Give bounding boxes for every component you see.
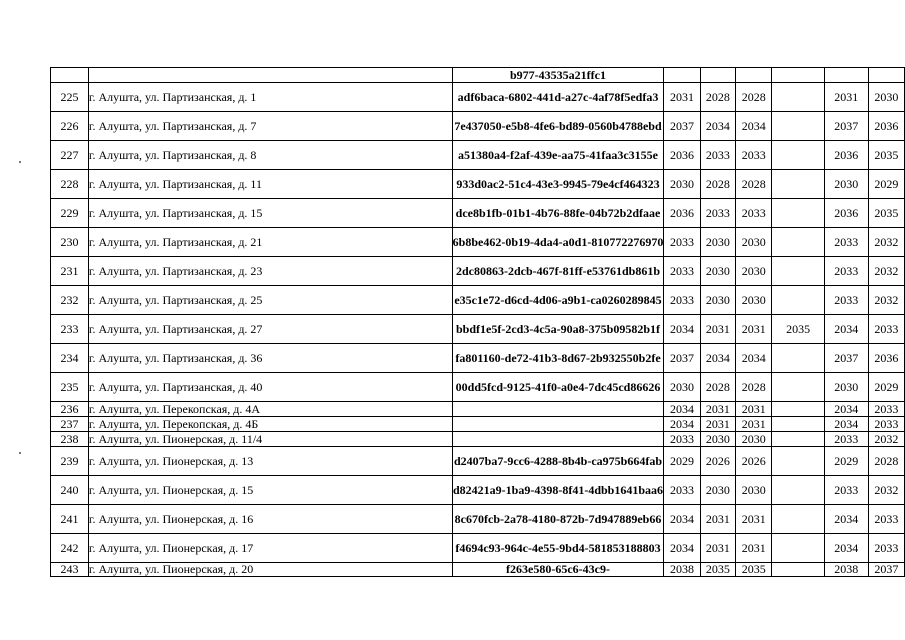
year-cell-4 xyxy=(772,344,824,373)
year-cell-5: 2033 xyxy=(824,476,868,505)
year-cell-4 xyxy=(772,447,824,476)
guid-cell: 7e437050-e5b8-4fe6-bd89-0560b4788ebd xyxy=(452,112,664,141)
year-cell-1: 2033 xyxy=(664,286,700,315)
address-cell: г. Алушта, ул. Партизанская, д. 25 xyxy=(88,286,452,315)
table-row xyxy=(51,344,905,373)
year-cell-5: 2033 xyxy=(824,286,868,315)
year-cell-1: 2029 xyxy=(664,447,700,476)
guid-cell: dce8b1fb-01b1-4b76-88fe-04b72b2dfaae xyxy=(452,199,664,228)
year-cell-3: 2031 xyxy=(736,417,772,432)
year-cell-5: 2029 xyxy=(824,447,868,476)
year-cell-2: 2031 xyxy=(700,402,735,417)
year-cell-4 xyxy=(772,199,824,228)
guid-cell xyxy=(452,417,664,432)
year-cell-2: 2030 xyxy=(700,228,735,257)
year-cell-3: 2031 xyxy=(736,505,772,534)
address-cell: г. Алушта, ул. Пионерская, д. 13 xyxy=(88,447,452,476)
year-cell-6: 2036 xyxy=(868,344,904,373)
year-cell-3 xyxy=(736,68,772,83)
year-cell-4 xyxy=(772,68,824,83)
year-cell-2: 2035 xyxy=(700,563,735,577)
year-cell-5: 2034 xyxy=(824,315,868,344)
address-cell: г. Алушта, ул. Пионерская, д. 20 xyxy=(88,563,452,577)
year-cell-4 xyxy=(772,476,824,505)
year-cell-1: 2036 xyxy=(664,199,700,228)
row-number: 242 xyxy=(51,534,89,563)
address-cell: г. Алушта, ул. Партизанская, д. 7 xyxy=(88,112,452,141)
guid-cell: f263e580-65c6-43c9- xyxy=(452,563,664,577)
year-cell-2: 2030 xyxy=(700,432,735,447)
guid-cell: d2407ba7-9cc6-4288-8b4b-ca975b664fab xyxy=(452,447,664,476)
guid-cell: fa801160-de72-41b3-8d67-2b932550b2fe xyxy=(452,344,664,373)
year-cell-5: 2033 xyxy=(824,432,868,447)
year-cell-5: 2034 xyxy=(824,505,868,534)
row-number: 232 xyxy=(51,286,89,315)
year-cell-1: 2034 xyxy=(664,505,700,534)
year-cell-3: 2031 xyxy=(736,402,772,417)
year-cell-3: 2034 xyxy=(736,344,772,373)
year-cell-5: 2036 xyxy=(824,199,868,228)
address-cell: г. Алушта, ул. Партизанская, д. 40 xyxy=(88,373,452,402)
row-number: 225 xyxy=(51,83,89,112)
year-cell-6: 2030 xyxy=(868,83,904,112)
row-number: 230 xyxy=(51,228,89,257)
address-cell xyxy=(88,68,452,83)
guid-cell xyxy=(452,402,664,417)
guid-cell: b977-43535a21ffc1 xyxy=(452,68,664,83)
year-cell-2: 2031 xyxy=(700,315,735,344)
guid-cell: 933d0ac2-51c4-43e3-9945-79e4cf464323 xyxy=(452,170,664,199)
year-cell-6 xyxy=(868,68,904,83)
address-cell: г. Алушта, ул. Партизанская, д. 11 xyxy=(88,170,452,199)
guid-cell: 2dc80863-2dcb-467f-81ff-e53761db861b xyxy=(452,257,664,286)
year-cell-4 xyxy=(772,432,824,447)
address-cell: г. Алушта, ул. Партизанская, д. 27 xyxy=(88,315,452,344)
table-row xyxy=(51,402,905,417)
table-row xyxy=(51,476,905,505)
row-number: 243 xyxy=(51,563,89,577)
year-cell-3: 2028 xyxy=(736,373,772,402)
year-cell-2: 2030 xyxy=(700,476,735,505)
guid-cell: adf6baca-6802-441d-a27c-4af78f5edfa3 xyxy=(452,83,664,112)
year-cell-6: 2035 xyxy=(868,141,904,170)
year-cell-1: 2033 xyxy=(664,228,700,257)
year-cell-5: 2034 xyxy=(824,417,868,432)
table-row xyxy=(51,112,905,141)
guid-cell: 6b8be462-0b19-4da4-a0d1-810772276970 xyxy=(452,228,664,257)
year-cell-6: 2033 xyxy=(868,417,904,432)
table-row xyxy=(51,199,905,228)
year-cell-6: 2032 xyxy=(868,476,904,505)
year-cell-1: 2030 xyxy=(664,170,700,199)
year-cell-6: 2037 xyxy=(868,563,904,577)
row-number xyxy=(51,68,89,83)
year-cell-1: 2037 xyxy=(664,344,700,373)
table-row xyxy=(51,505,905,534)
address-cell: г. Алушта, ул. Пионерская, д. 16 xyxy=(88,505,452,534)
table-row xyxy=(51,170,905,199)
year-cell-5: 2030 xyxy=(824,170,868,199)
row-number: 229 xyxy=(51,199,89,228)
guid-cell: f4694c93-964c-4e55-9bd4-581853188803 xyxy=(452,534,664,563)
table-row xyxy=(51,68,905,83)
table-row xyxy=(51,447,905,476)
row-number: 240 xyxy=(51,476,89,505)
year-cell-3: 2030 xyxy=(736,257,772,286)
row-number: 231 xyxy=(51,257,89,286)
guid-cell: d82421a9-1ba9-4398-8f41-4dbb1641baa6 xyxy=(452,476,664,505)
year-cell-4 xyxy=(772,534,824,563)
address-cell: г. Алушта, ул. Партизанская, д. 15 xyxy=(88,199,452,228)
year-cell-1: 2034 xyxy=(664,534,700,563)
year-cell-2: 2034 xyxy=(700,344,735,373)
address-cell: г. Алушта, ул. Перекопская, д. 4А xyxy=(88,402,452,417)
address-cell: г. Алушта, ул. Партизанская, д. 1 xyxy=(88,83,452,112)
year-cell-5: 2033 xyxy=(824,257,868,286)
table-row xyxy=(51,286,905,315)
year-cell-6: 2035 xyxy=(868,199,904,228)
address-cell: г. Алушта, ул. Партизанская, д. 8 xyxy=(88,141,452,170)
address-cell: г. Алушта, ул. Партизанская, д. 23 xyxy=(88,257,452,286)
year-cell-2: 2028 xyxy=(700,83,735,112)
year-cell-1: 2033 xyxy=(664,432,700,447)
year-cell-6: 2029 xyxy=(868,170,904,199)
table-row xyxy=(51,417,905,432)
year-cell-5 xyxy=(824,68,868,83)
year-cell-1: 2034 xyxy=(664,417,700,432)
year-cell-3: 2030 xyxy=(736,432,772,447)
year-cell-1: 2033 xyxy=(664,476,700,505)
year-cell-5: 2033 xyxy=(824,228,868,257)
row-number: 234 xyxy=(51,344,89,373)
year-cell-6: 2029 xyxy=(868,373,904,402)
year-cell-4 xyxy=(772,228,824,257)
year-cell-5: 2030 xyxy=(824,373,868,402)
table-row xyxy=(51,228,905,257)
year-cell-6: 2033 xyxy=(868,315,904,344)
table-row xyxy=(51,141,905,170)
year-cell-3: 2030 xyxy=(736,286,772,315)
year-cell-6: 2032 xyxy=(868,286,904,315)
table-row xyxy=(51,534,905,563)
address-cell: г. Алушта, ул. Партизанская, д. 21 xyxy=(88,228,452,257)
year-cell-1: 2033 xyxy=(664,257,700,286)
year-cell-2: 2026 xyxy=(700,447,735,476)
row-number: 238 xyxy=(51,432,89,447)
year-cell-3: 2028 xyxy=(736,170,772,199)
table-row xyxy=(51,432,905,447)
year-cell-4 xyxy=(772,257,824,286)
year-cell-3: 2030 xyxy=(736,228,772,257)
year-cell-3: 2034 xyxy=(736,112,772,141)
year-cell-1 xyxy=(664,68,700,83)
guid-cell: e35c1e72-d6cd-4d06-a9b1-ca0260289845 xyxy=(452,286,664,315)
year-cell-4 xyxy=(772,505,824,534)
year-cell-2: 2031 xyxy=(700,534,735,563)
row-number: 236 xyxy=(51,402,89,417)
year-cell-4 xyxy=(772,402,824,417)
year-cell-2: 2030 xyxy=(700,257,735,286)
row-number: 227 xyxy=(51,141,89,170)
scan-speck xyxy=(19,452,21,454)
year-cell-5: 2036 xyxy=(824,141,868,170)
year-cell-5: 2034 xyxy=(824,534,868,563)
year-cell-6: 2028 xyxy=(868,447,904,476)
year-cell-5: 2037 xyxy=(824,112,868,141)
table-row xyxy=(51,315,905,344)
year-cell-3: 2031 xyxy=(736,534,772,563)
guid-cell xyxy=(452,432,664,447)
year-cell-2: 2031 xyxy=(700,417,735,432)
row-number: 239 xyxy=(51,447,89,476)
year-cell-3: 2030 xyxy=(736,476,772,505)
year-cell-2: 2033 xyxy=(700,141,735,170)
guid-cell: a51380a4-f2af-439e-aa75-41faa3c3155e xyxy=(452,141,664,170)
year-cell-5: 2038 xyxy=(824,563,868,577)
year-cell-1: 2038 xyxy=(664,563,700,577)
year-cell-2: 2028 xyxy=(700,170,735,199)
year-cell-3: 2033 xyxy=(736,141,772,170)
year-cell-4 xyxy=(772,563,824,577)
year-cell-4 xyxy=(772,286,824,315)
year-cell-2: 2031 xyxy=(700,505,735,534)
year-cell-6: 2032 xyxy=(868,257,904,286)
year-cell-1: 2031 xyxy=(664,83,700,112)
year-cell-3: 2026 xyxy=(736,447,772,476)
housing-register-table xyxy=(50,67,905,577)
year-cell-4 xyxy=(772,112,824,141)
table-row xyxy=(51,257,905,286)
year-cell-1: 2036 xyxy=(664,141,700,170)
year-cell-4: 2035 xyxy=(772,315,824,344)
year-cell-4 xyxy=(772,417,824,432)
year-cell-5: 2034 xyxy=(824,402,868,417)
year-cell-1: 2030 xyxy=(664,373,700,402)
year-cell-6: 2033 xyxy=(868,505,904,534)
year-cell-6: 2033 xyxy=(868,402,904,417)
guid-cell: 00dd5fcd-9125-41f0-a0e4-7dc45cd86626 xyxy=(452,373,664,402)
year-cell-3: 2031 xyxy=(736,315,772,344)
year-cell-4 xyxy=(772,141,824,170)
year-cell-6: 2036 xyxy=(868,112,904,141)
year-cell-6: 2033 xyxy=(868,534,904,563)
year-cell-3: 2035 xyxy=(736,563,772,577)
row-number: 233 xyxy=(51,315,89,344)
year-cell-3: 2033 xyxy=(736,199,772,228)
row-number: 241 xyxy=(51,505,89,534)
row-number: 228 xyxy=(51,170,89,199)
year-cell-1: 2034 xyxy=(664,402,700,417)
year-cell-2: 2033 xyxy=(700,199,735,228)
year-cell-6: 2032 xyxy=(868,432,904,447)
year-cell-5: 2031 xyxy=(824,83,868,112)
year-cell-4 xyxy=(772,83,824,112)
row-number: 235 xyxy=(51,373,89,402)
address-cell: г. Алушта, ул. Пионерская, д. 17 xyxy=(88,534,452,563)
year-cell-6: 2032 xyxy=(868,228,904,257)
address-cell: г. Алушта, ул. Партизанская, д. 36 xyxy=(88,344,452,373)
address-cell: г. Алушта, ул. Перекопская, д. 4Б xyxy=(88,417,452,432)
guid-cell: 8c670fcb-2a78-4180-872b-7d947889eb66 xyxy=(452,505,664,534)
year-cell-1: 2037 xyxy=(664,112,700,141)
year-cell-2 xyxy=(700,68,735,83)
address-cell: г. Алушта, ул. Пионерская, д. 11/4 xyxy=(88,432,452,447)
table-row xyxy=(51,563,905,577)
guid-cell: bbdf1e5f-2cd3-4c5a-90a8-375b09582b1f xyxy=(452,315,664,344)
year-cell-4 xyxy=(772,170,824,199)
year-cell-2: 2030 xyxy=(700,286,735,315)
table-row xyxy=(51,83,905,112)
scan-speck xyxy=(19,161,21,163)
row-number: 237 xyxy=(51,417,89,432)
table-row xyxy=(51,373,905,402)
year-cell-3: 2028 xyxy=(736,83,772,112)
year-cell-5: 2037 xyxy=(824,344,868,373)
row-number: 226 xyxy=(51,112,89,141)
address-cell: г. Алушта, ул. Пионерская, д. 15 xyxy=(88,476,452,505)
year-cell-4 xyxy=(772,373,824,402)
year-cell-2: 2028 xyxy=(700,373,735,402)
year-cell-2: 2034 xyxy=(700,112,735,141)
year-cell-1: 2034 xyxy=(664,315,700,344)
